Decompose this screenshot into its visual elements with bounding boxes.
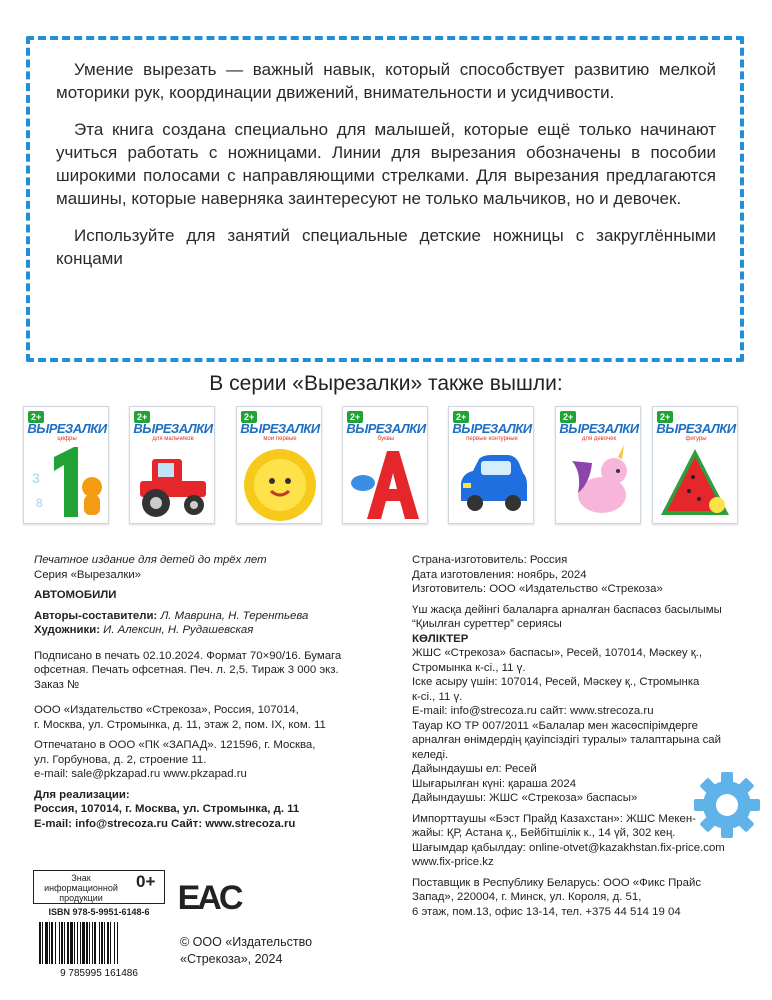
- digit-one-illustration: [24, 443, 110, 525]
- imprint-line: Іске асыру үшін: 107014, Ресей, Мәскеу қ., Стромынка: [412, 676, 700, 688]
- artists-line: [34, 623, 374, 638]
- barcode-bar: [86, 922, 88, 964]
- barcode-bar: [39, 922, 41, 964]
- kz-book-title: КӨЛІКТЕР: [412, 632, 469, 645]
- print-details: Подписано в печать 02.10.2024. Формат 70×90/16. Бумага: [34, 649, 342, 662]
- book-cover-digits: [23, 406, 109, 524]
- barcode-bar: [82, 922, 85, 964]
- eac-text: EAC: [177, 879, 241, 917]
- book-title: ВЫРЕЗАЛКИ: [559, 421, 639, 436]
- copyright-line: © ООО «Издательство: [180, 935, 313, 949]
- barcode-bar: [59, 922, 60, 964]
- authors-label: Авторы-составители:: [34, 609, 158, 622]
- supplier-line: 6 этаж, пом.13, офис 13-14, тел. +375 44 514 19 04: [412, 905, 681, 918]
- book-subtitle: фигуры: [685, 436, 707, 442]
- age-badge: 2+: [347, 411, 363, 423]
- barcode-bar: [89, 922, 90, 964]
- age-rating-label: Знак информационной продукции: [44, 873, 118, 903]
- copyright: [180, 934, 380, 968]
- intro-paragraph: Эта книга создана специально для малышей, которые ещё только начинают учиться работать с ножницами. Линии для вырезания обозначены в пособии широкими полосами с направляющими стрелками. Для вырезания предлагаются машины, которые наверняка заинтересуют не только мальчиков, но и девочек.: [56, 120, 716, 208]
- barcode-bar: [55, 922, 56, 964]
- kz-edition-note: “Қиылған суреттер” сериясы: [412, 618, 562, 630]
- imprint-line: Страна-изготовитель: Россия: [412, 554, 568, 566]
- intro-paragraph: Умение вырезать — важный навык, который способствует развитию мелкой моторики рук, координации движений, внимательности и усидчивости.: [56, 60, 716, 102]
- barcode-number: 9 785995 161486: [60, 968, 138, 979]
- book-cover-letters: [342, 406, 428, 524]
- book-title: ВЫРЕЗАЛКИ: [133, 421, 213, 436]
- intro-text: [56, 58, 716, 284]
- artists-label: Художники:: [34, 624, 100, 636]
- authors-line: [34, 609, 374, 624]
- sales-info: E-mail: info@strecoza.ru Сайт: www.strecoza.ru: [34, 817, 296, 830]
- copyright-line: «Стрекоза», 2024: [180, 952, 283, 966]
- car-illustration: [449, 443, 535, 525]
- barcode-bar: [92, 922, 93, 964]
- barcode-bar: [117, 922, 118, 964]
- authors-value: Л. Маврина, Н. Терентьева: [160, 609, 309, 622]
- publisher-address: ООО «Издательство «Стрекоза», Россия, 107014,: [34, 704, 299, 716]
- book-cover-first: [236, 406, 322, 524]
- svg-text:8: 8: [36, 496, 43, 510]
- barcode-bar: [110, 922, 111, 964]
- age-rating-box: [33, 870, 165, 904]
- imprint-line: Шығарылған күні: қараша 2024: [412, 777, 577, 790]
- barcode-bar: [45, 922, 48, 964]
- age-badge: 2+: [453, 411, 469, 423]
- barcode-bar: [42, 922, 43, 964]
- age-badge: 2+: [134, 411, 150, 423]
- imprint-line: Дайындаушы: ЖШС «Стрекоза» баспасы»: [412, 792, 638, 804]
- imprint-line: Дата изготовления: ноябрь, 2024: [412, 568, 587, 581]
- supplier-line: Поставщик в Республику Беларусь: ООО «Фикс Прайс: [412, 876, 702, 889]
- age-badge: 2+: [657, 411, 673, 423]
- book-subtitle: для мальчиков: [152, 436, 194, 442]
- barcode-bar: [67, 922, 69, 964]
- unicorn-illustration: [556, 443, 642, 525]
- age-badge: 2+: [560, 411, 576, 423]
- barcode-bar: [99, 922, 100, 964]
- edition-note: Печатное издание для детей до трёх лет: [34, 554, 267, 566]
- print-details: Заказ №: [34, 678, 80, 691]
- imprint-kazakh: [412, 553, 762, 919]
- barcode-bar: [74, 922, 75, 964]
- print-details: офсетная. Печать офсетная. Печ. л. 2,5. Тираж 3 000 экз.: [34, 664, 339, 676]
- importer-line: www.fix-price.kz: [412, 856, 494, 868]
- barcode-bar: [94, 922, 96, 964]
- isbn-number: ISBN 978-5-9951-6148-6: [48, 907, 150, 917]
- sales-info: Россия, 107014, г. Москва, ул. Стромынка, д. 11: [34, 803, 300, 815]
- barcode-bar: [101, 922, 103, 964]
- age-badge: 2+: [241, 411, 257, 423]
- book-title: ВЫРЕЗАЛКИ: [346, 421, 426, 436]
- barcode-bar: [80, 922, 81, 964]
- book-title: ВЫРЕЗАЛКИ: [240, 421, 320, 436]
- barcode-bar: [70, 922, 73, 964]
- book-subtitle: для девочек: [581, 436, 617, 442]
- imprint-line: Тауар КО ТР 007/2011 «Балалар мен жасөспірімдерге: [412, 719, 698, 732]
- importer-line: Импорттаушы «Бэст Прайд Казахстан»: ЖШС Мекен-: [412, 812, 696, 825]
- book-subtitle: цифры: [57, 436, 77, 442]
- book-title: ВЫРЕЗАЛКИ: [656, 421, 736, 436]
- barcode-bar: [51, 922, 53, 964]
- age-badge: 2+: [28, 411, 44, 423]
- supplier-line: Запад», 220004, г. Минск, ул. Короля, д. 51,: [412, 891, 642, 903]
- book-subtitle: буквы: [377, 436, 395, 442]
- kz-edition-note: Үш жасқа дейінгі балаларға арналған баспасөз басылымы: [412, 603, 722, 616]
- printer-info: ул. Горбунова, д. 2, строение 11.: [34, 753, 207, 766]
- age-rating-value: 0+: [136, 872, 156, 891]
- series-name: Серия «Вырезалки»: [34, 568, 142, 581]
- imprint-line: E-mail: info@strecoza.ru сайт: www.strecoza.ru: [412, 705, 654, 717]
- series-heading: В серии «Вырезалки» также вышли:: [209, 372, 563, 395]
- sun-illustration: [237, 443, 323, 525]
- book-subtitle: первые контурные: [466, 436, 518, 442]
- book-cover-boys: [129, 406, 215, 524]
- printer-info: e-mail: sale@pkzapad.ru www.pkzapad.ru: [34, 768, 247, 780]
- book-cover-shapes: [652, 406, 738, 524]
- printer-info: Отпечатано в ООО «ПК «ЗАПАД». 121596, г. Москва,: [34, 739, 316, 751]
- barcode-bar: [77, 922, 78, 964]
- book-title: АВТОМОБИЛИ: [34, 589, 117, 601]
- barcode: [33, 920, 165, 978]
- book-cover-contour: [448, 406, 534, 524]
- book-subtitle: мои первые: [263, 436, 297, 442]
- imprint-line: ЖШС «Стрекоза» баспасы», Ресей, 107014, Мәскеу қ.,: [412, 647, 703, 659]
- imprint-line: Изготовитель: ООО «Издательство «Стрекоза»: [412, 583, 663, 595]
- imprint-line: арналған өнімдердің қауіпсіздігі туралы» талаптарына сай: [412, 734, 721, 746]
- barcode-bar: [64, 922, 65, 964]
- book-title: ВЫРЕЗАЛКИ: [27, 421, 107, 436]
- artists-value: И. Алексин, Н. Рудашевская: [103, 624, 254, 636]
- publisher-address: г. Москва, ул. Стромынка, д. 11, этаж 2, пом. IX, ком. 11: [34, 718, 326, 731]
- barcode-bar: [49, 922, 50, 964]
- intro-paragraph: Используйте для занятий специальные детские ножницы с закруглёнными концами: [56, 226, 716, 268]
- letter-a-illustration: [343, 443, 429, 525]
- sales-info: Для реализации:: [34, 788, 130, 801]
- imprint-line: Дайындаушы ел: Ресей: [412, 763, 537, 775]
- book-cover-girls: [555, 406, 641, 524]
- imprint-russian: [34, 553, 374, 831]
- watermelon-illustration: [653, 443, 739, 525]
- barcode-bar: [61, 922, 63, 964]
- imprint-line: келеді.: [412, 748, 449, 761]
- svg-text:3: 3: [32, 470, 40, 486]
- importer-line: жайы: ҚР, Астана қ., Бейбітшілік к., 14 үй, 302 кең.: [412, 827, 676, 839]
- imprint-line: к-сі., 11 ү.: [412, 690, 463, 703]
- gear-icon: [692, 770, 762, 840]
- importer-line: Шағымдар қабылдау: online-otvet@kazakhstan.fix-price.com: [412, 841, 725, 854]
- imprint-line: Стромынка к-сі., 11 ү.: [412, 661, 526, 674]
- eac-mark: [177, 878, 241, 917]
- barcode-bar: [104, 922, 105, 964]
- barcode-bar: [107, 922, 109, 964]
- barcode-bar: [114, 922, 115, 964]
- tractor-illustration: [130, 443, 216, 525]
- book-title: ВЫРЕЗАЛКИ: [452, 421, 532, 436]
